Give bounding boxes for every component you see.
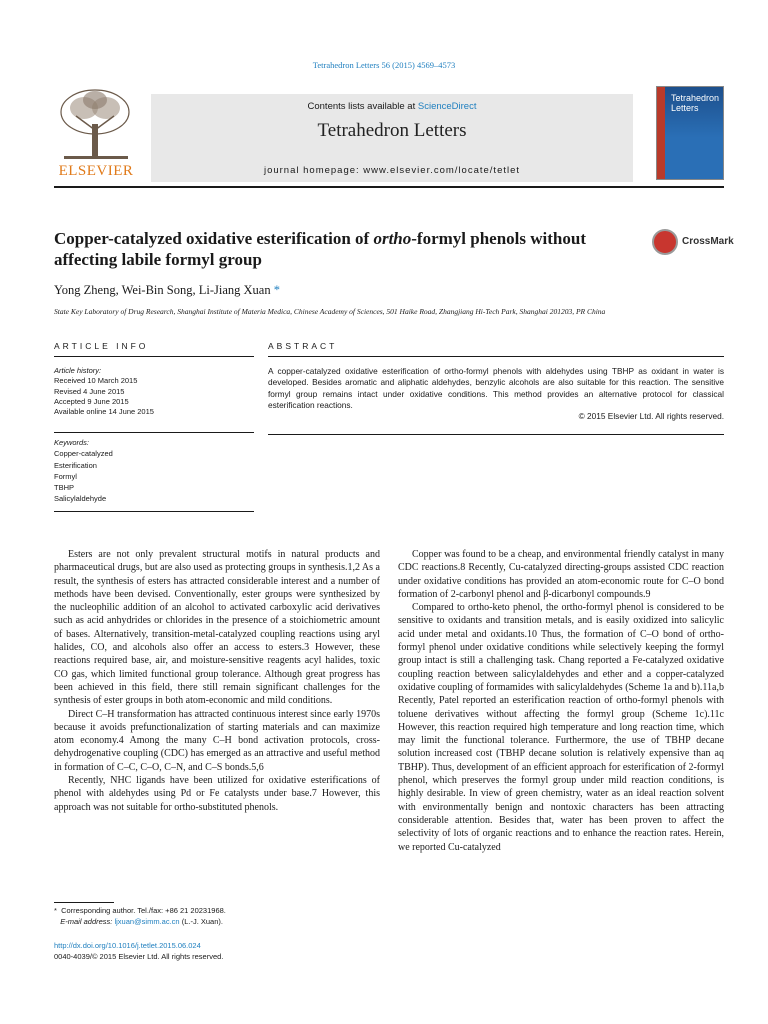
keyword: Salicylaldehyde [54,494,107,504]
crossmark-label: CrossMark [682,236,734,247]
masthead [54,86,724,188]
email-link[interactable]: ljxuan@simm.ac.cn [114,916,180,926]
journal-header-box [151,94,633,182]
article-info-heading: ARTICLE INFO [54,341,149,351]
journal-cover-image [656,86,724,180]
crossmark-icon [652,229,678,255]
footnote-divider [54,902,114,903]
divider [268,434,724,435]
publisher-name: ELSEVIER [58,163,134,179]
contents-line: Contents lists available at ScienceDirect [307,101,477,112]
keyword: Formyl [54,471,77,481]
body-column-left [54,548,380,814]
article-title: Copper-catalyzed oxidative esterification of ortho-formyl phenols without affecting labile formyl group [54,229,586,269]
history-item: Revised 4 June 2015 [54,386,125,396]
article-history: Article history: Received 10 March 2015 Revised 4 June 2015 Accepted 9 June 2015 Available online 14 June 2015 [54,366,254,417]
paragraph: Esters are not only prevalent structural motifs in natural products and pharmaceutical drugs, but are also used as protecting groups in synthesis.1,2 As a result, the synthesis of esters has attracted considerable interest and a number of methods have been devised. Conventionally, ester groups were synthesized by the nucleophilic addition of an alcohol to activated carboxylic acid derivatives such as acid anhydrides or chlorides in the presence of a stoichiometric amount of bases. Alternatively, transition-metal-catalyzed coupling reactions using aryl halides, CO, and alcohols also offer an access to esters.3 However, these reactions required base, air, and moisture-sensitive reagents acyl halides, toxic CO gas, which limited functional group tolerance. Although great progress has been achieved in this field, there still remain significant challenges for the synthesis of ester groups in both atom-economic and mild conditions. [54,549,380,707]
doi-link[interactable]: http://dx.doi.org/10.1016/j.tetlet.2015.06.024 [54,941,201,950]
issn-line: 0040-4039/© 2015 Elsevier Ltd. All rights reserved. [54,951,224,961]
keywords: Keywords: Copper-catalyzed Esterification Formyl TBHP Salicylaldehyde [54,437,254,505]
paragraph: Compared to ortho-keto phenol, the ortho-formyl phenol is considered to be sensitive to oxidants and transition metals, and is easily oxidized into salicylic acid under metal and oxidants.10 Thus, the formation of C–O bond of ortho-formyl phenol under oxidative conditions while selectively keeping the formyl group intact is still a challenging task. Chang reported a Fe-catalyzed oxidative coupling reaction between salicylaldehydes and ether and a copper-catalyzed oxidative coupling of formamides with salicylaldehydes (Scheme 1a and b).11a,b Recently, Patel reported an esterification reaction of ortho-formyl phenols with toluene derivatives without affecting the formyl group (Scheme 1c).11c However, this reaction required high temperature and long reaction time, which may limit the functional tolerance. Furthermore, the use of TBHP decane solution increased cost (TBHP decane solution is relatively expensive than aq TBHP). Thus, development of an efficient approach for esterification of 2-formyl phenol, which preserves the formyl group under mild reaction conditions, is highly desirable. In view of green chemistry, water as an ideal reaction solvent with environmentally benign and nontoxic characters has been attracting considerable attention. Besides that, water has been proven to affect the selectivity of lots of organic reactions and to enhance the reaction rates. Herein, we reported Cu-catalyzed [398,602,724,853]
journal-homepage[interactable]: journal homepage: www.elsevier.com/locate/tetlet [263,165,521,176]
paragraph: Copper was found to be a cheap, and environmental friendly catalyst in many CDC reactions.8 Recently, Cu-catalyzed directing-groups assisted CDC reaction under oxidative conditions has provided an atom-economic route for C–O bond formation of 2-carbonyl phenol and β-dicarbonyl compounds.9 [398,549,724,600]
journal-title: Tetrahedron Letters [317,120,467,141]
keyword: Copper-catalyzed [54,449,113,459]
history-item: Available online 14 June 2015 [54,407,154,417]
paragraph: Recently, NHC ligands have been utilized for oxidative esterifications of phenol with aldehydes using Pd or Fe catalysts under base.7 However, this approach was not suitable for ortho-substituted phenols. [54,775,380,813]
crossmark-badge[interactable] [652,228,742,260]
paragraph: Direct C–H transformation has attracted continuous interest since early 1970s because it avoids prefunctionalization of starting materials and can maximize atom economy.4 Among the many C–H bond activation protocols, cross-dehydrogenative coupling (CDC) has emerged as an attractive and useful method in formation of C–C, C–O, C–N, and C–S bonds.5,6 [54,708,380,773]
abstract-heading: ABSTRACT [268,341,338,351]
keyword: TBHP [54,483,75,493]
history-item: Accepted 9 June 2015 [54,396,129,406]
abstract-copyright: © 2015 Elsevier Ltd. All rights reserved. [578,411,724,422]
history-item: Received 10 March 2015 [54,376,138,386]
cover-stripe [657,87,665,179]
body-column-right [398,548,724,854]
cover-title: Tetrahedron Letters [671,93,720,113]
journal-reference[interactable]: Tetrahedron Letters 56 (2015) 4569–4573 [312,60,456,70]
abstract-text: A copper-catalyzed oxidative esterification of ortho-formyl phenols with aldehydes using TBHP as oxidant in water is developed. Besides aromatic and aliphatic aldehydes, benzylic alcohols are also suitable for this reaction. The sensitive formyl group remains intact under oxidative conditions. This method provides an alternative protocol for classical esterification reactions. © 2015 Elsevier Ltd. All rights reserved. [268,366,724,422]
keyword: Esterification [54,460,97,470]
corresponding-author-mark[interactable]: * [273,283,280,297]
sciencedirect-link[interactable]: ScienceDirect [417,101,477,112]
doi-block [54,941,380,962]
divider [54,432,254,433]
divider [54,511,254,512]
author-list: Yong Zheng, Wei-Bin Song, Li-Jiang Xuan * [54,283,280,297]
affiliation: State Key Laboratory of Drug Research, Shanghai Institute of Materia Medica, Chinese Academy of Sciences, 501 Haike Road, Zhangjiang Hi-Tech Park, Shanghai 201203, PR China [54,307,606,316]
footnote: * Corresponding author. Tel./fax: +86 21 20231968. E-mail address: ljxuan@simm.ac.cn (L.-J. Xuan). [54,906,226,926]
divider [268,356,724,357]
tree-icon [54,86,138,162]
divider [54,356,254,357]
